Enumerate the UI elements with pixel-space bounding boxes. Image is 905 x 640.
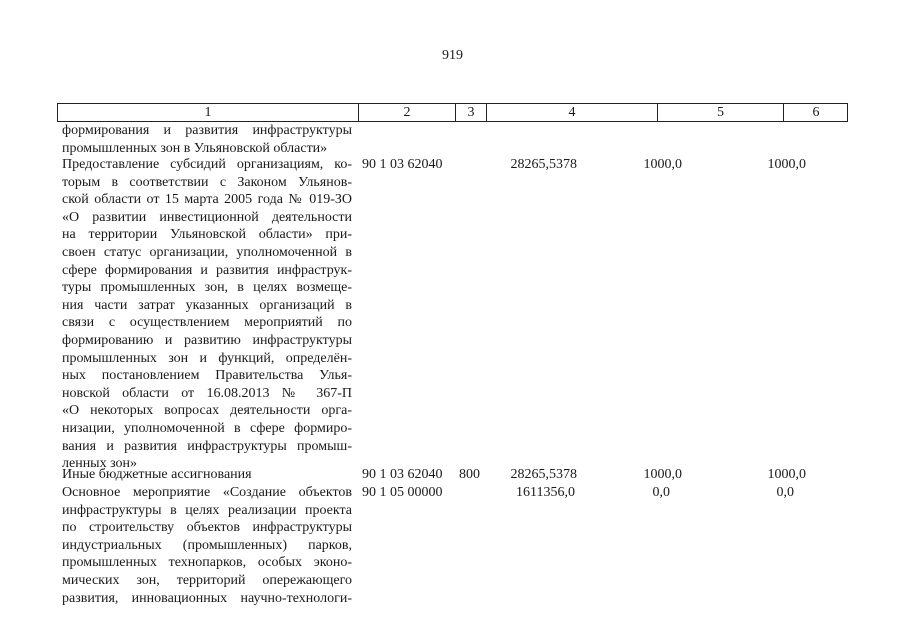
column-header-6: 6	[783, 104, 848, 121]
description-line: промышленных технопарков, особых эконо-	[62, 555, 352, 571]
description-line: «О развитии инвестиционной деятельности	[62, 209, 352, 225]
description-line: ных постановлением Правительства Улья-	[62, 368, 352, 384]
description-line: формирования и развития инфраструктуры	[62, 123, 352, 138]
column-header-5: 5	[657, 104, 783, 121]
row-code: 90 1 03 62040	[362, 157, 443, 172]
row-value-col6: 1000,0	[767, 157, 806, 172]
row-value-col4: 28265,5378	[510, 467, 577, 482]
description-line: ния части затрат указанных организаций в	[62, 297, 352, 313]
table-row-description	[62, 156, 352, 473]
description-line: формированию и развитию инфраструктуры	[62, 332, 352, 348]
row-code: 90 1 05 00000	[362, 485, 443, 500]
description-line: ской области от 15 марта 2005 года № 019-ЗО	[62, 192, 352, 208]
row-value-col6: 0,0	[776, 485, 794, 500]
description-line: сфере формирования и развития инфраструк-	[62, 262, 352, 278]
column-header-3: 3	[455, 104, 486, 121]
description-line: Предоставление субсидий организациям, ко-	[62, 157, 352, 172]
row-value-col5: 1000,0	[643, 157, 682, 172]
description-line: Иные бюджетные ассигнования	[62, 467, 252, 482]
table-row-description	[62, 122, 352, 157]
description-line: инфраструктуры в целях реализации проекта	[62, 502, 352, 518]
description-line: торым в соответствии с Законом Ульянов-	[62, 174, 352, 190]
description-line: вания и развития инфраструктуры промыш-	[62, 438, 352, 454]
description-line: индустриальных (промышленных) парков,	[62, 537, 352, 553]
row-value-col5: 0,0	[652, 485, 670, 500]
table-header	[57, 103, 848, 122]
table-row-description	[62, 484, 352, 607]
description-line: связи с осуществлением мероприятий по	[62, 315, 352, 331]
description-line: промышленных зон в Ульяновской области»	[62, 140, 328, 156]
description-line: туры промышленных зон, в целях возмеще-	[62, 280, 352, 296]
row-value-col5: 1000,0	[643, 467, 682, 482]
description-line: «О некоторых вопросах деятельности орга-	[62, 403, 352, 419]
description-line: новской области от 16.08.2013 № 367-П	[62, 385, 352, 401]
row-value-col4: 1611356,0	[516, 485, 575, 500]
description-line: по строительству объектов инфраструктуры	[62, 520, 352, 536]
description-line: мических зон, территорий опережающего	[62, 572, 352, 588]
description-line: своен статус организации, уполномоченной в	[62, 244, 352, 260]
row-code: 90 1 03 62040	[362, 467, 443, 482]
row-type: 800	[459, 467, 480, 482]
description-line: ленных зон»	[62, 456, 138, 472]
column-header-1: 1	[204, 105, 212, 120]
row-value-col4: 28265,5378	[510, 157, 577, 172]
description-line: развития, инновационных научно-технологи-	[62, 590, 352, 606]
row-value-col6: 1000,0	[767, 467, 806, 482]
description-line: на территории Ульяновской области» при-	[62, 227, 352, 243]
page-number: 919	[442, 48, 463, 63]
column-header-2: 2	[358, 104, 455, 121]
column-header-4: 4	[486, 104, 657, 121]
description-line: низации, уполномоченной в сфере формиро-	[62, 420, 352, 436]
table-row-description	[62, 466, 352, 484]
description-line: промышленных зон и функций, определён-	[62, 350, 352, 366]
description-line: Основное мероприятие «Создание объектов	[62, 485, 352, 500]
